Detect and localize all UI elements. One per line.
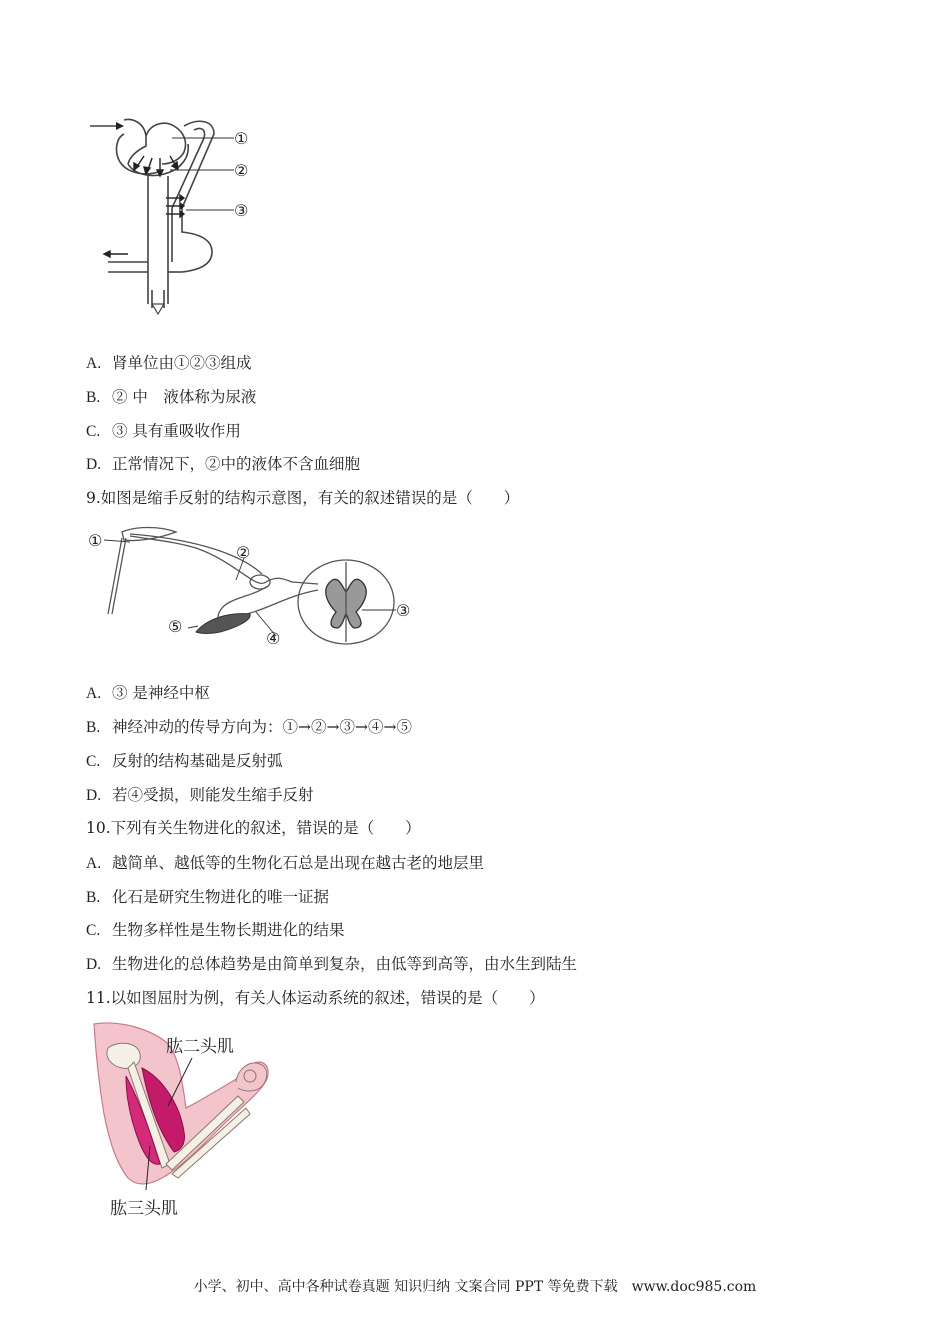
nephron-figure	[88, 112, 268, 322]
reflex-label-4: ④	[266, 629, 281, 648]
reflex-label-1: ①	[88, 531, 103, 550]
q9-option-c: C. 反射的结构基础是反射弧	[86, 752, 283, 770]
q11-stem: 11.以如图屈肘为例，有关人体运动系统的叙述，错误的是（ ）	[86, 989, 545, 1007]
q10-stem: 10.下列有关生物进化的叙述，错误的是（ ）	[86, 819, 421, 837]
nephron-label-3: ③	[234, 201, 249, 220]
q8-option-c: C. ③ 具有重吸收作用	[86, 422, 241, 440]
page-footer: 小学、初中、高中各种试卷真题 知识归纳 文案合同 PPT 等免费下载 www.doc985.com	[193, 1279, 757, 1295]
q9-stem: 9.如图是缩手反射的结构示意图，有关的叙述错误的是（ ）	[86, 489, 520, 507]
reflex-arc-figure	[86, 520, 426, 652]
q10-option-d: D. 生物进化的总体趋势是由简单到复杂，由低等到高等，由水生到陆生	[86, 955, 578, 973]
q9-option-b: B. 神经冲动的传导方向为：①→②→③→④→⑤	[86, 718, 412, 736]
arm-muscle-figure	[88, 1018, 278, 1224]
q8-option-a: A. 肾单位由①②③组成	[86, 354, 252, 372]
reflex-label-5: ⑤	[168, 617, 183, 636]
q10-option-c: C. 生物多样性是生物长期进化的结果	[86, 921, 345, 939]
nephron-label-1: ①	[234, 129, 249, 148]
q8-option-d: D. 正常情况下，②中的液体不含血细胞	[86, 455, 361, 473]
reflex-label-3: ③	[396, 601, 411, 620]
nephron-label-2: ②	[234, 161, 249, 180]
q9-option-d: D. 若④受损，则能发生缩手反射	[86, 786, 314, 804]
q10-option-b: B. 化石是研究生物进化的唯一证据	[86, 888, 330, 906]
reflex-label-2: ②	[236, 543, 251, 562]
triceps-label: 肱三头肌	[110, 1199, 178, 1219]
q9-option-a: A. ③ 是神经中枢	[86, 684, 210, 702]
q8-option-b: B. ② 中 液体称为尿液	[86, 388, 257, 406]
q10-option-a: A. 越简单、越低等的生物化石总是出现在越古老的地层里	[86, 854, 485, 872]
biceps-label: 肱二头肌	[166, 1037, 234, 1057]
